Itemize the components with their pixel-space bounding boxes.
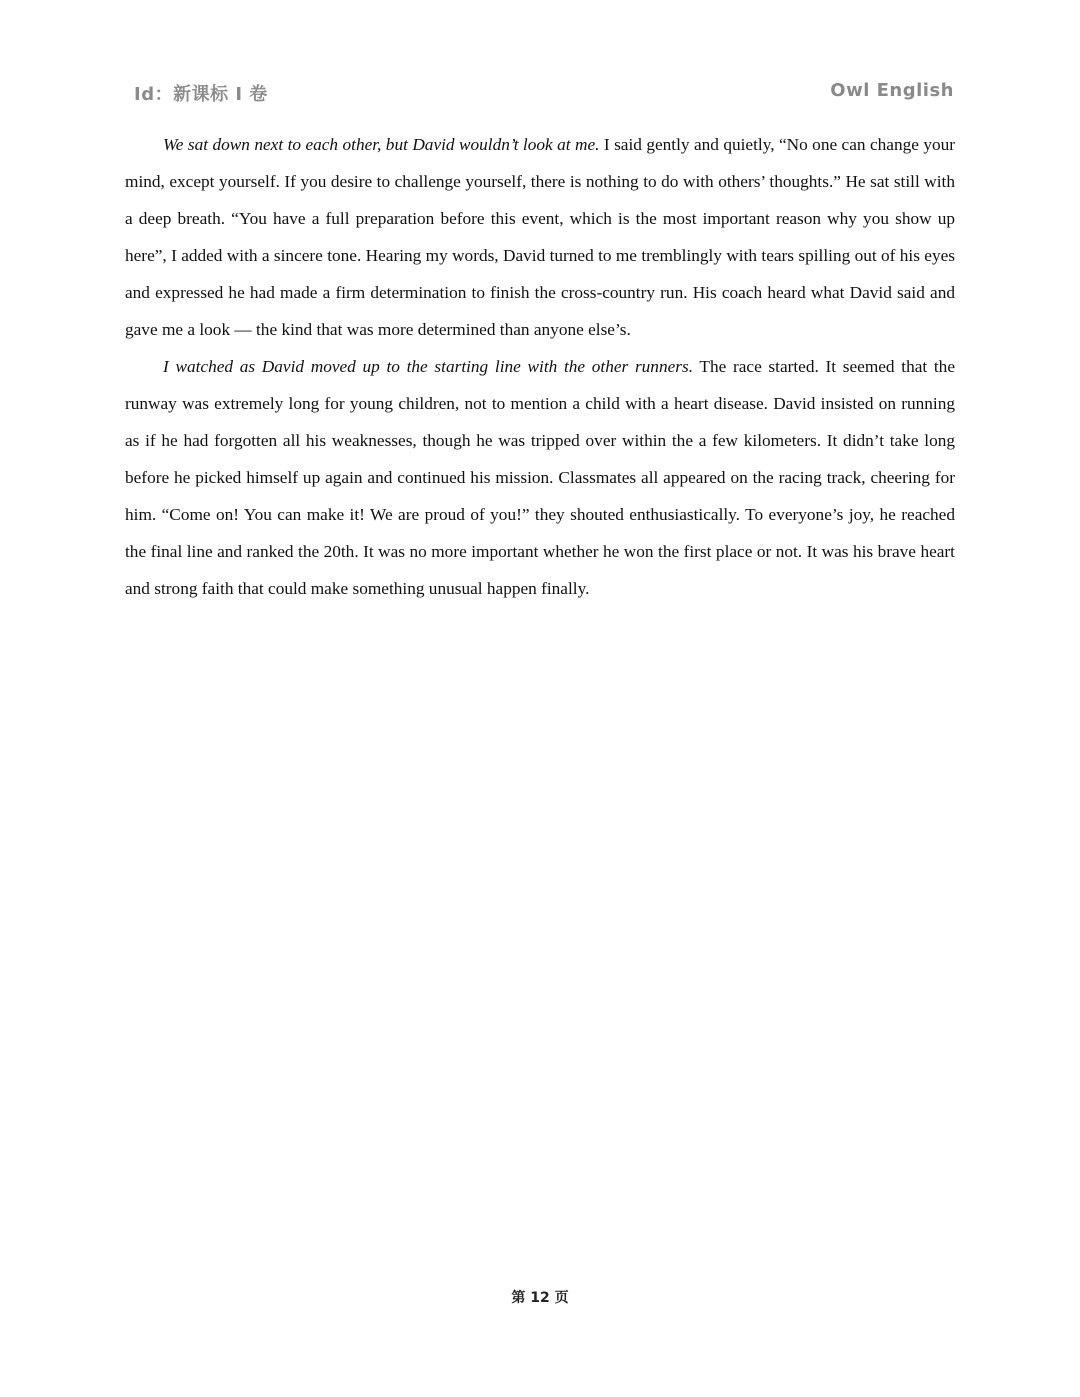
paragraph-1-text: I said gently and quietly, “No one can change your mind, except yourself. If you desire to challenge yourself, there is nothing to do with others’ thoughts.” He sat still with a deep breath. “You have a full preparation before this event, which is the most important reason why you show up here”, I added with a sincere tone. Hearing my words, David turned to me tremblingly with tears spilling out of his eyes and expressed he had made a firm determination to finish the cross-country run. His coach heard what David said and gave me a look — the kind that was more determined than anyone else’s. — [125, 135, 956, 339]
page-number: 第 12 页 — [511, 1290, 569, 1306]
paragraph-1 — [125, 126, 955, 348]
paragraph-2 — [125, 348, 955, 607]
header-source-id: Id：新课标 I 卷 — [134, 84, 268, 105]
paragraph-1-lead-sentence: We sat down next to each other, but David wouldn’t look at me. — [163, 135, 600, 154]
page-footer — [0, 1287, 1080, 1307]
body-text — [125, 126, 955, 607]
paragraph-2-lead-sentence: I watched as David moved up to the starting line with the other runners. — [163, 357, 694, 376]
header-brand: Owl English — [830, 80, 954, 101]
paragraph-2-text: The race started. It seemed that the runway was extremely long for young children, not to mention a child with a heart disease. David insisted on running as if he had forgotten all his weaknesses, though he was tripped over within the a few kilometers. It didn’t take long before he picked himself up again and continued his mission. Classmates all appeared on the racing track, cheering for him. “Come on! You can make it! We are proud of you!” they shouted enthusiastically. To everyone’s joy, he reached the final line and ranked the 20th. It was no more important whether he won the first place or not. It was his brave heart and strong faith that could make something unusual happen finally. — [125, 357, 955, 598]
page-header — [134, 80, 954, 104]
